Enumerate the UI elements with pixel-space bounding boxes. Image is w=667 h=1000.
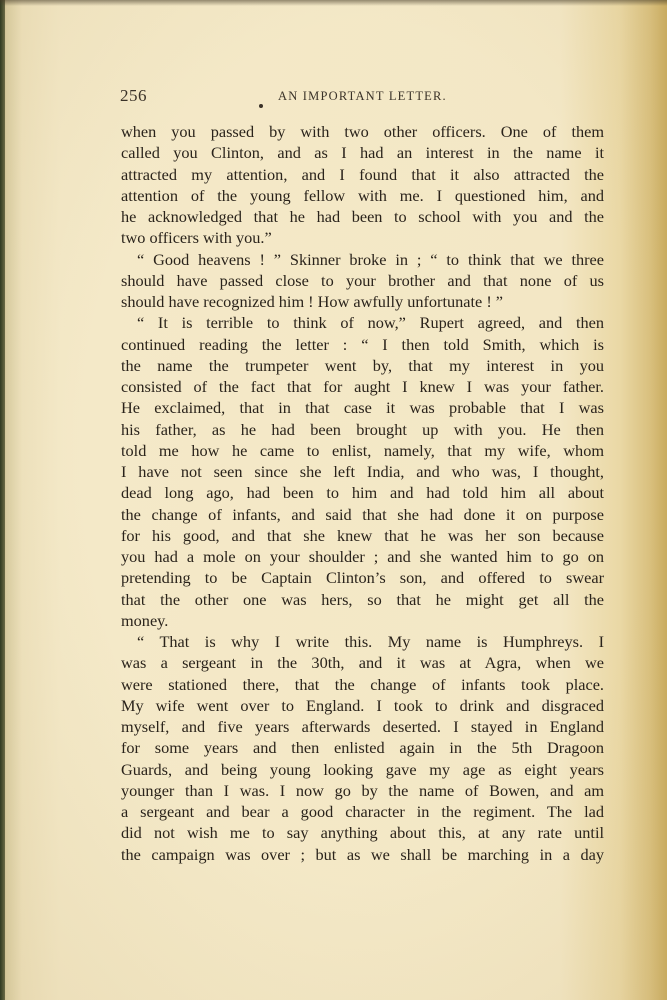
text-line: should have recognized him ! How awfully unfortunate ! ”	[121, 292, 504, 311]
text-line: two officers with you.”	[121, 228, 272, 248]
text-line: consisted of the fact that for aught I knew I was your father.	[121, 377, 604, 396]
paragraph-humphreys	[121, 631, 604, 865]
text-line: should have passed close to your brother and that none of us	[121, 270, 604, 290]
text-line: when you passed by with two other officers. One of them	[121, 122, 604, 141]
text-line: the name the trumpeter went by, that my interest in you	[121, 355, 604, 375]
ink-dot	[259, 104, 263, 108]
text-line: did not wish me to say anything about this, at any rate until	[121, 823, 604, 843]
text-line: Guards, and being young looking gave my age as eight years	[121, 759, 604, 779]
text-line: that the other one was hers, so that he might get all the	[121, 589, 604, 609]
text-line: he acknowledged that he had been to school with you and the	[121, 207, 604, 226]
text-line: “ It is terrible to think of now,” Rupert agreed, and then	[137, 313, 604, 333]
text-line: My wife went over to England. I took to drink and disgraced	[121, 695, 604, 715]
text-line: myself, and five years afterwards deserted. I stayed in England	[121, 717, 604, 736]
text-line: pretending to be Captain Clinton’s son, and offered to swear	[121, 568, 604, 588]
text-line: for his good, and that she knew that he was her son because	[121, 525, 604, 545]
body-text	[121, 121, 604, 865]
text-line: told me how he came to enlist, namely, that my wife, whom	[121, 440, 604, 460]
text-line: attention of the young fellow with me. I questioned him, and	[121, 185, 604, 205]
paragraph-rupert	[121, 312, 604, 631]
paragraph-letter-continued	[121, 121, 604, 249]
text-line: a sergeant and bear a good character in the regiment. The lad	[121, 802, 604, 821]
text-line: “ Good heavens ! ” Skinner broke in ; “ to think that we three	[137, 249, 604, 269]
text-line: the change of infants, and said that she had done it on purpose	[121, 504, 604, 524]
text-line: for some years and then enlisted again in the 5th Dragoon	[121, 738, 604, 758]
text-line: dead long ago, had been to him and had told him all about	[121, 483, 604, 503]
text-line: attracted my attention, and I found that it also attracted the	[121, 164, 604, 184]
text-line: were stationed there, that the change of infants took place.	[121, 674, 604, 694]
text-line: called you Clinton, and as I had an interest in the name it	[121, 143, 604, 163]
text-line: you had a mole on your shoulder ; and she wanted him to go on	[121, 547, 604, 566]
page-header	[120, 86, 605, 108]
text-line: was a sergeant in the 30th, and it was at Agra, when we	[121, 653, 604, 673]
paragraph-skinner	[121, 249, 604, 313]
text-line: money.	[121, 610, 169, 630]
text-line: younger than I was. I now go by the name of Bowen, and am	[121, 780, 604, 800]
text-line: I have not seen since she left India, and who was, I thought,	[121, 462, 604, 481]
text-line: continued reading the letter : “ I then told Smith, which is	[121, 334, 604, 354]
running-head: AN IMPORTANT LETTER.	[278, 89, 447, 103]
text-line: his father, as he had been brought up with you. He then	[121, 419, 604, 439]
page-number: 256	[120, 86, 147, 105]
text-line: “ That is why I write this. My name is Humphreys. I	[137, 632, 604, 651]
text-line: the campaign was over ; but as we shall be marching in a day	[121, 844, 604, 864]
text-line: He exclaimed, that in that case it was probable that I was	[121, 398, 604, 418]
